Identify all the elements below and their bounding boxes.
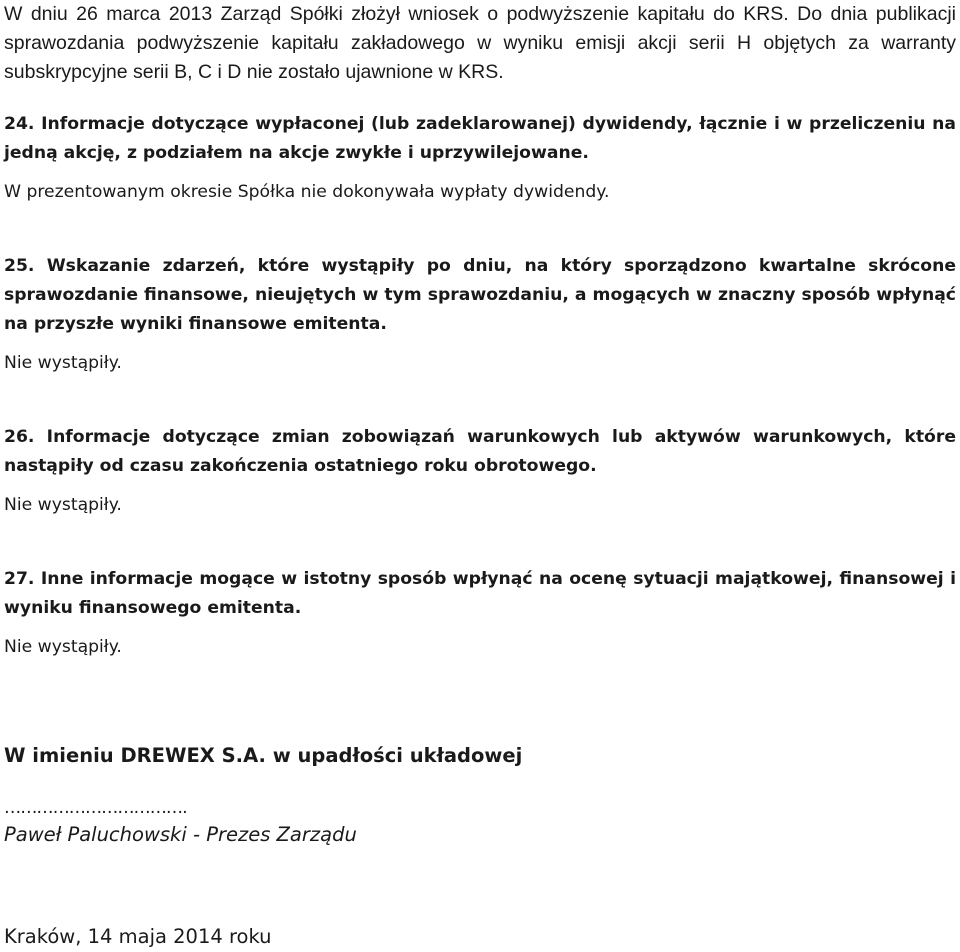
section-heading-26: 26. Informacje dotyczące zmian zobowiązań warunkowych lub aktywów warunkowych, które nastąpiły od czasu zakończenia ostatniego roku obrotowego. bbox=[4, 427, 956, 476]
section-answer-27: Nie wystąpiły. bbox=[4, 637, 122, 657]
section-heading-24: 24. Informacje dotyczące wypłaconej (lub zadeklarowanej) dywidendy, łącznie i w przeliczeniu na jedną akcję, z podziałem na akcje zwykłe i uprzywilejowane. bbox=[4, 114, 956, 163]
signature-on-behalf: W imieniu DREWEX S.A. w upadłości układowej bbox=[4, 744, 523, 767]
place-and-date: Kraków, 14 maja 2014 roku bbox=[4, 925, 272, 948]
signature-block bbox=[4, 741, 956, 849]
section-24 bbox=[4, 110, 956, 207]
section-25 bbox=[4, 252, 956, 378]
section-answer-26: Nie wystąpiły. bbox=[4, 495, 122, 515]
section-heading-25: 25. Wskazanie zdarzeń, które wystąpiły po dniu, na który sporządzono kwartalne skrócone sprawozdanie finansowe, nieujętych w tym sprawozdaniu, a mogących w znaczny sposób wpłynąć na przyszłe wyniki finansowe emitenta. bbox=[4, 256, 956, 334]
section-27 bbox=[4, 565, 956, 662]
signature-name: Paweł Paluchowski - Prezes Zarządu bbox=[4, 823, 357, 846]
section-answer-25: Nie wystąpiły. bbox=[4, 353, 122, 373]
section-26 bbox=[4, 423, 956, 520]
intro-paragraph: W dniu 26 marca 2013 Zarząd Spółki złożył wniosek o podwyższenie kapitału do KRS. Do dnia publikacji sprawozdania podwyższenie kapitału zakładowego w wyniku emisji akcji serii H objętych za warranty subskrypcyjne serii B, C i D nie zostało ujawnione w KRS. bbox=[4, 3, 956, 83]
signature-dotted-line: ……………………………. bbox=[4, 798, 187, 818]
place-date-block bbox=[4, 922, 956, 951]
intro-paragraph-block bbox=[4, 0, 956, 87]
section-heading-27: 27. Inne informacje mogące w istotny sposób wpłynąć na ocenę sytuacji majątkowej, finansowej i wyniku finansowego emitenta. bbox=[4, 569, 956, 618]
section-answer-24: W prezentowanym okresie Spółka nie dokonywała wypłaty dywidendy. bbox=[4, 182, 610, 202]
